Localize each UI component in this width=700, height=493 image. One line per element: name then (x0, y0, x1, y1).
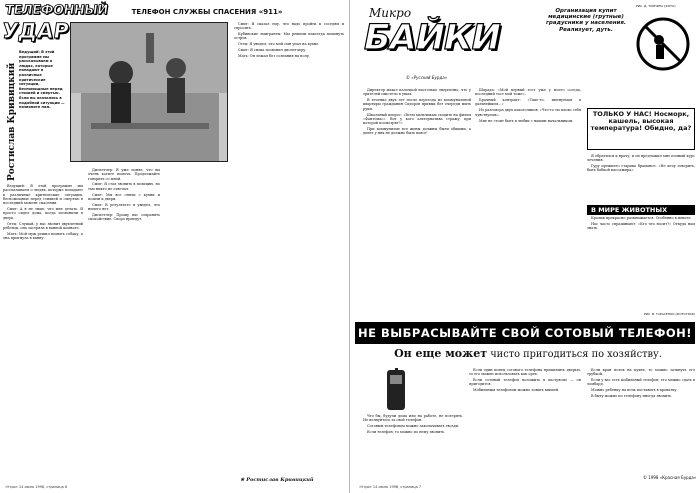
telephone-strike-logo (0, 3, 109, 47)
vertical-author-text: Ростислав Кривицкий (7, 62, 17, 181)
logo-line2: УДАР (0, 19, 71, 43)
left-column-3: Смит: Я сказал ему, что надо пройти к соседям и спросить. Кубинские эмигранты: Мы решили навсегда покинуть остров. Отец: Я увидел, что мой сын упал на кухне. Смит: Я снова позвонил диспетчеру. Мать: Он лежал без сознания на полу. (234, 22, 344, 59)
phone-subtitle: Он еще может чисто пригодиться по хозяйству. (394, 347, 662, 360)
animals-heading: В МИРЕ ЖИВОТНЫХ (587, 205, 695, 215)
photo-illustration (71, 23, 228, 162)
headline-ad: Организация купит медицинские (грутные) градусники у населения. Реализует, дуть. (546, 8, 626, 33)
left-column-2: Диспетчер: Я уже понял, что вы очень хотите помочь. Продолжайте говорить со мной. Смит: Я стал звонить в полицию, но там никто не отвечал. Смит: Мы все сняли с кухни и пошли к двери. Смит: В результате я увидел, что ничего нет. Диспетчер: Прошу вас сохранять спокойствие. Скоро приедут. (88, 168, 160, 222)
copyright: © 1998 «Красная Бурда» (643, 475, 697, 480)
right-column-3a: Я обратился к врачу, и он предложил мне полный курс лечения. Гуру прежнего старика брамансе: «Не хочу говорить, быть бабкой пассажира». (587, 154, 695, 173)
baiki-caption: © «Русский Бурда» (406, 75, 448, 80)
only-at-us-box: ТОЛЬКО У НАС! Носморк, кашель, высокая температура! Обидно, да? (587, 108, 695, 150)
mikro-label: Микро (369, 6, 412, 20)
article-photo (70, 22, 228, 162)
cartoon-credit: РИС. В. ТАРАСЕНКО (ФОТОГРАФ) (644, 312, 696, 316)
right-page (351, 0, 700, 493)
baiki-title: БАЙКИ (364, 18, 500, 58)
right-column-2: Шарада: «Мой первый тост уже у моего соседа, последний тост мой тоже». Брачный контракт: «Таке-то, именуемая в дальнейшем...» Из разговора двух алкоголиков: «Что-то ты плохо себя чувствуешь». Мне не стоит быть в любви с нашим начальником. (475, 88, 581, 123)
article-title: ТЕЛЕФОН СЛУЖБЫ СПАСЕНИЯ «911» (131, 8, 283, 16)
right-footer: «Утро» 14 июня 1998, страница 7 (359, 485, 422, 489)
vertical-author (6, 52, 16, 182)
right-column-3b: Кролик прекрасно размножается. Особенно в неволе. Нас часто спрашивают: «Кто что носит?» Откуда нам знать. (587, 216, 695, 231)
photo-credit: РИС. Д. ТОРПИНА (ФОТО) (636, 4, 676, 8)
phone-column-2: Если один конец сотового телефона прищемить дверью, то его можно использовать как орех. Если сотовый телефон положить в кастрюлю — он пригодится. Мобильным телефоном можно ловить мышей. (469, 368, 581, 393)
phone-column-3: Если кран потек на кухне, то можно заткнуть его трубкой. Если у вас есть мобильный телефон, его можно сдать в ломбард. Можно ребенку на ночь поставить в кроватку. В быту можно по телефону иногда звонить. (587, 368, 695, 399)
no-smoking-icon (634, 12, 692, 82)
left-column-1: Ведущий: В этой программе мы рассказываем о людях, которые попадают в различные критические ситуации, беспомощные перед стихией и смертью в последний момент спасения. Смит: А я не знаю, что мне делать. Я просто сидел дома, когда позвонили в дверь. Отец: Слушай, у нас звонит двухлетний ребенок, она застряла в ванной комнате. Мать: Мой муж решил помыть собаку, а она прыгнула в ванну. (3, 184, 83, 241)
phone-banner: НЕ ВЫБРАСЫВАЙТЕ СВОЙ СОТОВЫЙ ТЕЛЕФОН! (355, 322, 695, 344)
signature: ★ Ростислав Кривицкий (240, 477, 314, 483)
left-footer: «Утро» 14 июня 1998, страница 6 (5, 485, 68, 489)
logo-line1: ТЕЛЕФОННЫЙ (3, 3, 109, 18)
right-column-1: Директор махал палочкой настолько энергично, что у зрителей свистело в ушах. В течение двух лет после переезда из коммунальной квартиры гражданин Сидоров привык без очереди мыть руки. Школьный вопрос: «Всем мальчикам сходить на фильм «Фантомас». Вот у кого альтернатива стражу, при которой посмотрят?» При коммунизме все жены должны были общими, а денег у них не должно быть вовсе! (363, 88, 471, 136)
phone-column-1: Что бы, будучи дома или на работе, не потерять. Не волнуйтесь за свой телефон. Сотовым телефоном можно заколачивать гвозди. Если телефон, то можно по нему звонить. (363, 414, 463, 435)
mobile-phone-icon (369, 368, 424, 412)
intro-text: Ведущий: В этой программе мы рассказываем о людях, которые попадают в различные критические ситуации, беспомощные перед стихией и смертью. Если вы оказались в подобной ситуации — позвоните нам. (19, 50, 65, 110)
